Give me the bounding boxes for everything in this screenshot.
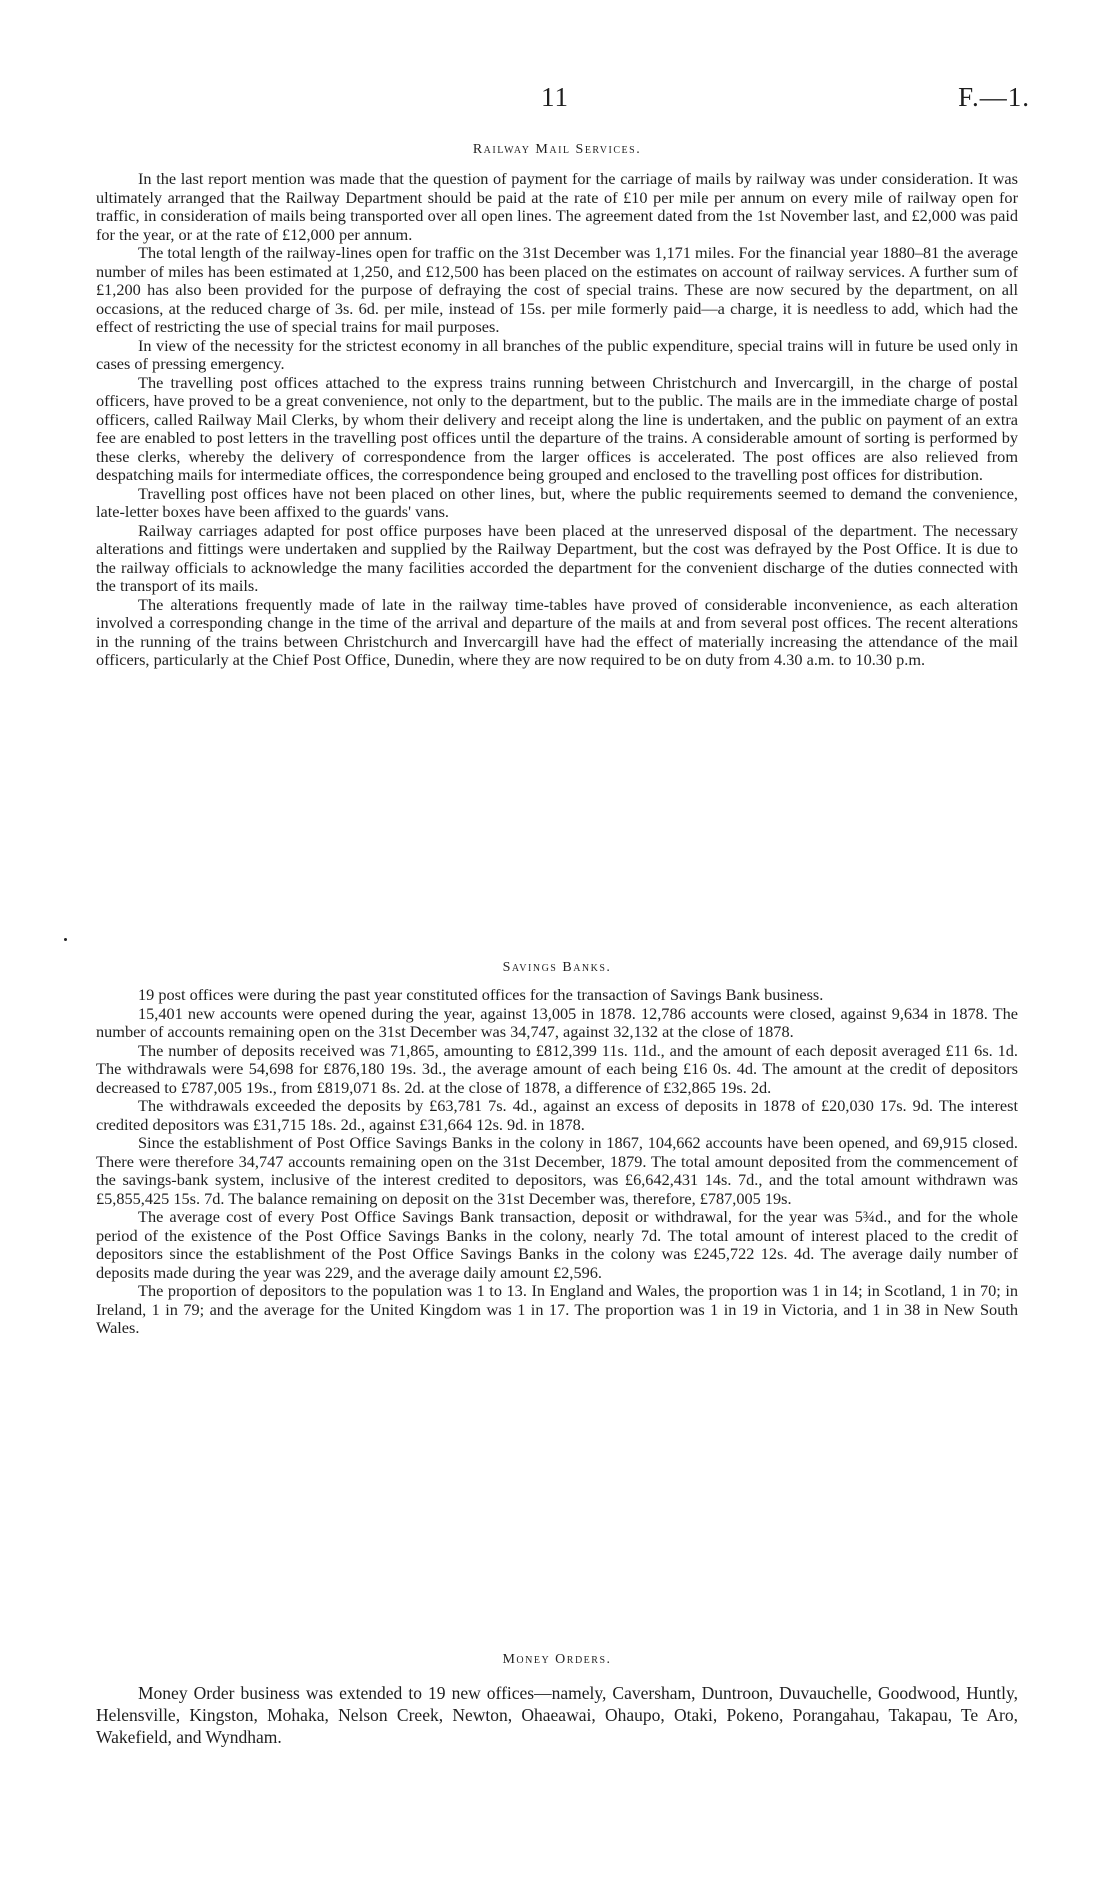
paragraph: The average cost of every Post Office Savings Bank transaction, deposit or withdrawal, for the year was 5¾d., and for the whole period of the existence of the Post Office Savings Banks in the colony, nearly 7d. The total amount of interest placed to the credit of depositors since the establishment of the Post Office Savings Banks in the colony was £245,722 12s. 4d. The average daily number of deposits made during the year was 229, and the average daily amount £2,596.: [96, 1207, 1018, 1282]
paragraph: The total length of the railway-lines open for traffic on the 31st December was 1,171 miles. For the financial year 1880–81 the average number of miles has been estimated at 1,250, and £12,500 has been placed on the estimates on account of railway services. A further sum of £1,200 has also been provided for the purpose of defraying the cost of special trains. These are now secured by the department, on all occasions, at the reduced charge of 3s. 6d. per mile, instead of 15s. per mile formerly paid—a charge, it is needless to add, which had the effect of restricting the use of special trains for mail purposes.: [96, 243, 1018, 336]
heading-money-orders: Money Orders.: [502, 1652, 612, 1667]
document-code: F.—1.: [958, 82, 1030, 112]
heading-savings-banks: Savings Banks.: [502, 960, 612, 975]
page-number: 11: [541, 82, 569, 112]
paragraph: 19 post offices were during the past year constituted offices for the transaction of Savings Bank business.: [138, 985, 824, 1004]
paragraph: In the last report mention was made that the question of payment for the carriage of mails by railway was under consideration. It was ultimately arranged that the Railway Department should be paid at the rate of £10 per mile per annum on every mile of railway open for traffic, in consideration of mails being transported over all open lines. The agreement dated from the 1st November last, and £2,000 was paid for the year, or at the rate of £12,000 per annum.: [96, 169, 1018, 244]
paragraph: Railway carriages adapted for post office purposes have been placed at the unreserved disposal of the department. The necessary alterations and fittings were undertaken and supplied by the Railway Department, but the cost was defrayed by the Post Office. It is due to the railway officials to acknowledge the many facilities accorded the department for the convenient discharge of the duties connected with the transport of its mails.: [96, 520, 1018, 595]
paragraph: The number of deposits received was 71,865, amounting to £812,399 11s. 11d., and the amount of each deposit averaged £11 6s. 1d. The withdrawals were 54,698 for £876,180 19s. 3d., the average amount of each being £16 0s. 4d. The amount at the credit of depositors decreased to £787,005 19s., from £819,071 8s. 2d. at the close of 1878, a difference of £32,865 19s. 2d.: [96, 1040, 1018, 1097]
paragraph: Travelling post offices have not been placed on other lines, but, where the public requirements seemed to demand the convenience, late-letter boxes have been affixed to the guards' vans.: [96, 483, 1018, 521]
section-railway-mail-services: [96, 170, 1018, 670]
paragraph: The proportion of depositors to the population was 1 to 13. In England and Wales, the proportion was 1 in 14; in Scotland, 1 in 70; in Ireland, 1 in 79; and the average for the United Kingdom was 1 in 17. The proportion was 1 in 19 in Victoria, and 1 in 38 in New South Wales.: [96, 1281, 1018, 1337]
section-money-orders: [96, 1682, 1018, 1748]
paragraph: Since the establishment of Post Office Savings Banks in the colony in 1867, 104,662 accounts have been opened, and 69,915 closed. There were therefore 34,747 accounts remaining open on the 31st December, 1879. The total amount deposited from the commencement of the savings-bank system, inclusive of the interest credited to depositors, was £6,642,431 14s. 7d., and the total amount withdrawn was £5,855,425 15s. 7d. The balance remaining on deposit on the 31st December was, therefore, £787,005 19s.: [96, 1133, 1018, 1208]
section-savings-banks: [96, 986, 1018, 1338]
paragraph: The travelling post offices attached to the express trains running between Christchurch and Invercargill, in the charge of postal officers, have proved to be a great convenience, not only to the department, but to the public. The mails are in the immediate charge of postal officers, called Railway Mail Clerks, by whom their delivery and receipt along the line is undertaken, and the public on payment of an extra fee are enabled to post letters in the travelling post offices until the departure of the trains. A considerable amount of sorting is performed by these clerks, whereby the delivery of correspondence from the larger offices is accelerated. The post offices are also relieved from despatching mails for intermediate offices, the correspondence being grouped and enclosed to the travelling post offices for distribution.: [96, 372, 1018, 484]
paragraph: In view of the necessity for the strictest economy in all branches of the public expenditure, special trains will in future be used only in cases of pressing emergency.: [96, 335, 1018, 373]
paragraph: 15,401 new accounts were opened during the year, against 13,005 in 1878. 12,786 accounts were closed, against 9,634 in 1878. The number of accounts remaining open on the 31st December was 34,747, against 32,132 at the close of 1878.: [96, 1003, 1018, 1041]
paragraph: Money Order business was extended to 19 new offices—namely, Caversham, Duntroon, Duvauchelle, Goodwood, Huntly, Helensville, Kingston, Mohaka, Nelson Creek, Newton, Ohaeawai, Ohaupo, Otaki, Pokeno, Porangahau, Takapau, Te Aro, Wakefield, and Wyndham.: [96, 1683, 1018, 1747]
paragraph: The withdrawals exceeded the deposits by £63,781 7s. 4d., against an excess of deposits in 1878 of £20,030 17s. 9d. The interest credited depositors was £31,715 18s. 2d., against £31,664 12s. 9d. in 1878.: [96, 1096, 1018, 1134]
heading-railway-mail-services: Railway Mail Services.: [472, 142, 642, 157]
stray-ink-mark: [64, 938, 67, 941]
paragraph: The alterations frequently made of late in the railway time-tables have proved of considerable inconvenience, as each alteration involved a corresponding change in the time of the arrival and departure of the mails at and from several post offices. The recent alterations in the running of the trains between Christchurch and Invercargill have had the effect of materially increasing the attendance of the mail officers, particularly at the Chief Post Office, Dunedin, where they are now required to be on duty from 4.30 a.m. to 10.30 p.m.: [96, 594, 1018, 669]
